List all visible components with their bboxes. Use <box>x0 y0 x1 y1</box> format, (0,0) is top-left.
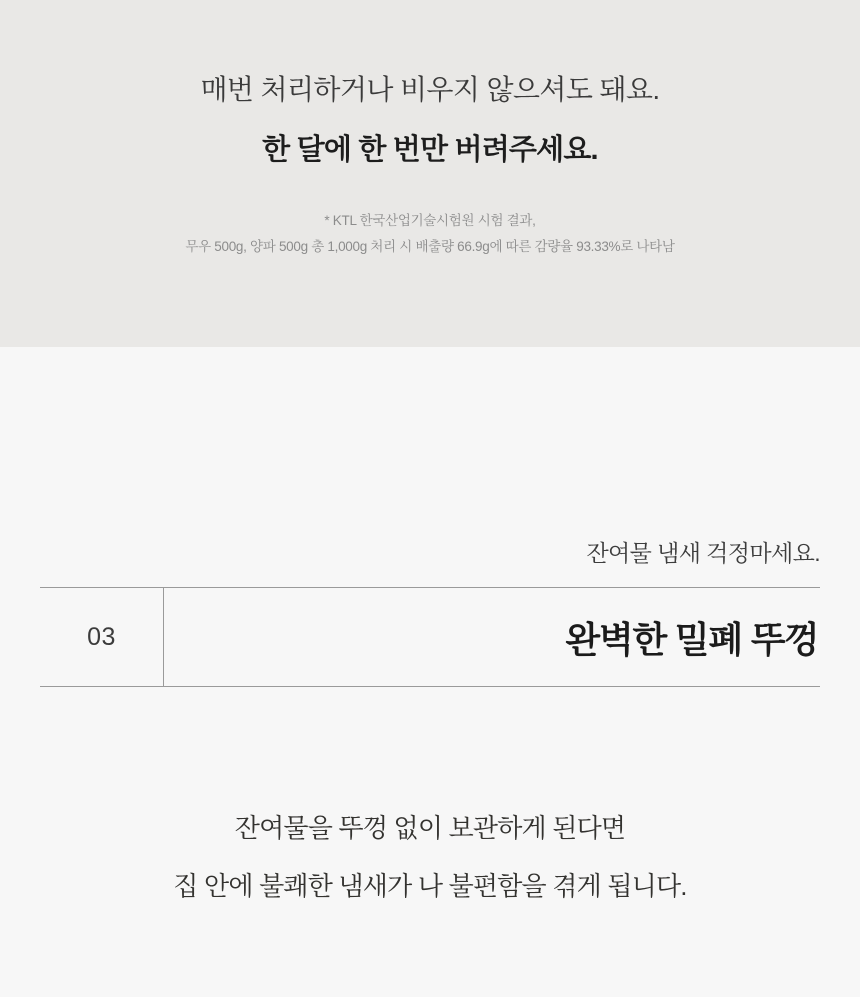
section-body-copy <box>0 799 860 915</box>
feature-03-section <box>0 347 860 997</box>
test-result-footnote <box>0 208 860 260</box>
footnote-line-1: * KTL 한국산업기술시험원 시험 결과, <box>324 213 536 228</box>
section-title: 완벽한 밀폐 뚜껑 <box>565 618 818 660</box>
footnote-line-2: 무우 500g, 양파 500g 총 1,000g 처리 시 배출량 66.9g에 따른 감량율 93.33%로 나타남 <box>185 239 675 254</box>
top-claim-section <box>0 0 860 347</box>
section-heading-block <box>40 587 820 687</box>
claim-headline: 한 달에 한 번만 버려주세요. <box>262 134 598 166</box>
body-line-2: 집 안에 불쾌한 냄새가 나 불편함을 겪게 됩니다. <box>173 871 687 901</box>
section-kicker: 잔여물 냄새 걱정마세요. <box>586 540 820 566</box>
section-number: 03 <box>40 588 164 686</box>
claim-subheadline: 매번 처리하거나 비우지 않으셔도 돼요. <box>200 74 660 105</box>
body-line-1: 잔여물을 뚜껑 없이 보관하게 된다면 <box>234 813 626 843</box>
